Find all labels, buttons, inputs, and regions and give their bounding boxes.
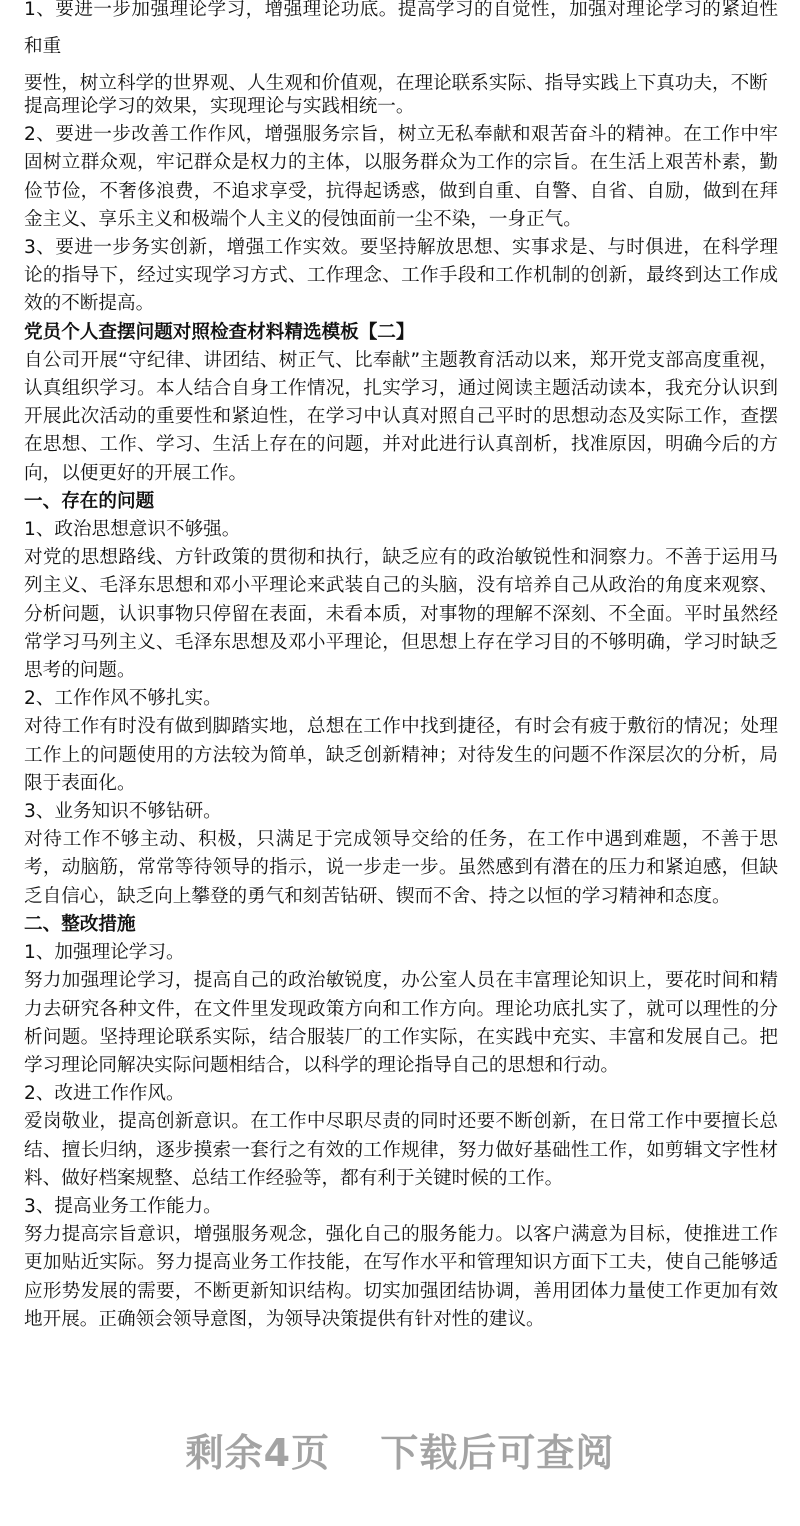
paragraph: 1、政治思想意识不够强。 <box>24 519 241 541</box>
paragraph: 2、要进一步改善工作作风，增强服务宗旨，树立无私奉献和艰苦奋斗的精神。在工作中牢固树立群众观，牢记群众是权力的主体，以服务群众为工作的宗旨。在生活上艰苦朴素，勤俭节俭，不奢侈浪费，不追求享受，抗得起诱惑，做到自重、自警、自省、自励，做到在拜金主义、享乐主义和极端个人主义的侵蚀面前一尘不染，一身正气。 <box>24 124 778 230</box>
download-prompt[interactable] <box>0 1422 800 1477</box>
previous-page-fragment <box>24 0 778 102</box>
paragraph: 3、业务知识不够钻研。 <box>24 801 222 823</box>
download-to-view-text[interactable]: 下载后可查阅 <box>380 1431 615 1475</box>
paragraph: 2、工作作风不够扎实。 <box>24 688 222 710</box>
paragraph: 努力加强理论学习，提高自己的政治敏锐度，办公室人员在丰富理论知识上，要花时间和精力去研究各种文件，在文件里发现政策方向和工作方向。理论功底扎实了，就可以理性的分析问题。坚持理论联系实际，结合服装厂的工作实际，在实践中充实、丰富和发展自己。把学习理论同解决实际问题相结合，以科学的理论指导自己的思想和行动。 <box>24 970 778 1076</box>
fragment-line: 要性，树立科学的世界观、人生观和价值观，在理论联系实际、指导实践上下真功夫，不断 <box>24 73 768 94</box>
paragraph: 自公司开展“守纪律、讲团结、树正气、比奉献”主题教育活动以来，郑开党支部高度重视，认真组织学习。本人结合自身工作情况，扎实学习，通过阅读主题活动读本，我充分认识到开展此次活动的重要性和紧迫性，在学习中认真对照自己平时的思想动态及实际工作，查摆在思想、工作、学习、生活上存在的问题，并对此进行认真剖析，找准原因，明确今后的方向，以便更好的开展工作。 <box>24 349 778 484</box>
section-heading: 二、整改措施 <box>24 913 136 935</box>
paragraph: 对待工作有时没有做到脚踏实地，总想在工作中找到捷径，有时会有疲于敷衍的情况；处理工作上的问题使用的方法较为简单，缺乏创新精神；对待发生的问题不作深层次的分析，局限于表面化。 <box>24 716 778 794</box>
paragraph: 2、改进工作作风。 <box>24 1083 185 1105</box>
paragraph: 提高理论学习的效果，实现理论与实践相统一。 <box>24 96 415 117</box>
paragraph: 努力提高宗旨意识，增强服务观念，强化自己的服务能力。以客户满意为目标，使推进工作更加贴近实际。努力提高业务工作技能，在写作水平和管理知识方面下工夫，使自己能够适应形势发展的需要，不断更新知识结构。切实加强团结协调，善用团体力量使工作更加有效地开展。正确领会领导意图，为领导决策提供有针对性的建议。 <box>24 1224 778 1330</box>
paragraph: 3、提高业务工作能力。 <box>24 1195 222 1217</box>
paragraph: 3、要进一步务实创新，增强工作实效。要坚持解放思想、实事求是、与时俱进，在科学理论的指导下，经过实现学习方式、工作理念、工作手段和工作机制的创新，最终到达工作成效的不断提高。 <box>24 237 778 315</box>
paragraph: 对党的思想路线、方针政策的贯彻和执行，缺乏应有的政治敏锐性和洞察力。不善于运用马列主义、毛泽东思想和邓小平理论来武装自己的头脑，没有培养自己从政治的角度来观察、分析问题，认识事物只停留在表面，未看本质，对事物的理解不深刻、不全面。平时虽然经常学习马列主义、毛泽东思想及邓小平理论，但思想上存在学习目的不够明确，学习时缺乏思考的问题。 <box>24 547 778 682</box>
document-body <box>24 93 778 1334</box>
section-heading: 党员个人查摆问题对照检查材料精选模板【二】 <box>24 321 415 343</box>
paragraph: 对待工作不够主动、积极，只满足于完成领导交给的任务，在工作中遇到难题，不善于思考，动脑筋，常常等待领导的指示，说一步走一步。虽然感到有潜在的压力和紧迫感，但缺乏自信心，缺乏向上攀登的勇气和刻苦钻研、锲而不舍、持之以恒的学习精神和态度。 <box>24 829 778 907</box>
section-heading: 一、存在的问题 <box>24 490 155 512</box>
paragraph: 1、加强理论学习。 <box>24 942 185 964</box>
remaining-pages-text: 剩余4页 <box>185 1431 331 1475</box>
paragraph: 爱岗敬业，提高创新意识。在工作中尽职尽责的同时还要不断创新，在日常工作中要擅长总结、擅长归纳，逐步摸索一套行之有效的工作规律，努力做好基础性工作，如剪辑文字性材料、做好档案规整、总结工作经验等，都有利于关键时候的工作。 <box>24 1111 778 1189</box>
fragment-line: 1、要进一步加强理论学习，增强理论功底。提高学习的自觉性，加强对理论学习的紧迫性和重 <box>24 0 778 57</box>
